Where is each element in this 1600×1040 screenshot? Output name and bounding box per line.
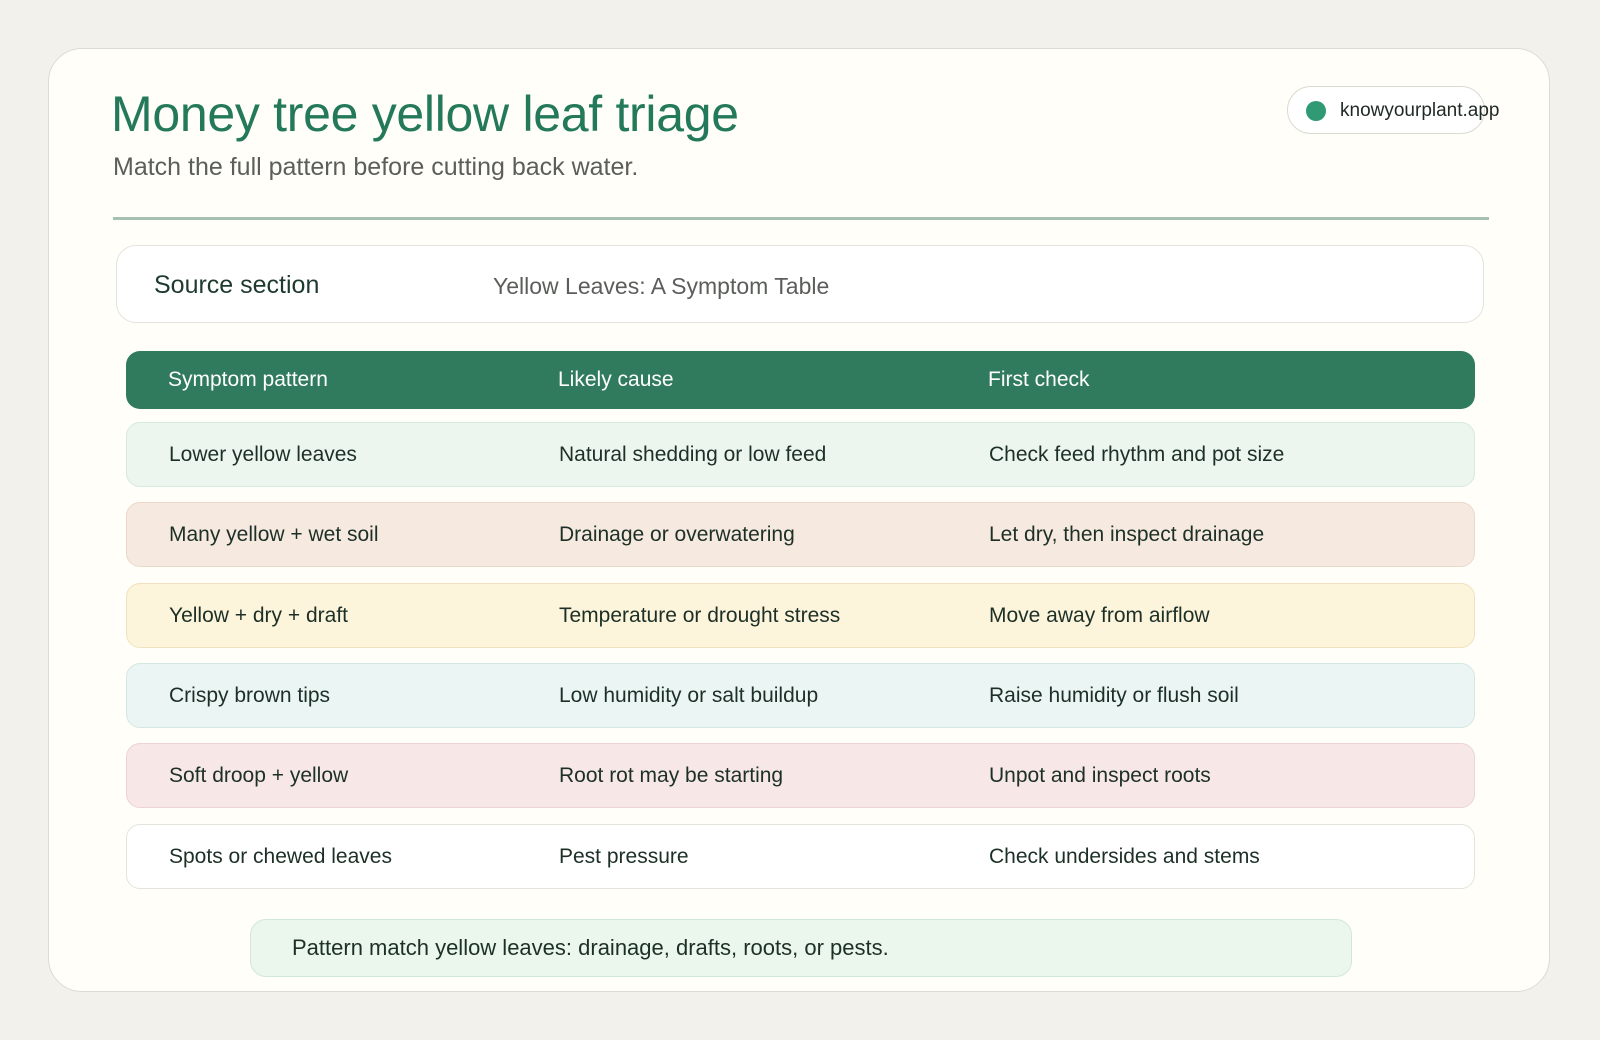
table-header xyxy=(126,351,1475,409)
symptom-cell: Lower yellow leaves xyxy=(169,442,357,466)
check-cell: Raise humidity or flush soil xyxy=(989,683,1239,707)
check-cell: Check feed rhythm and pot size xyxy=(989,442,1285,466)
table-row xyxy=(126,502,1475,567)
check-cell: Let dry, then inspect drainage xyxy=(989,522,1265,546)
triage-card xyxy=(48,48,1550,992)
symptom-cell: Spots or chewed leaves xyxy=(169,844,392,868)
symptom-cell: Many yellow + wet soil xyxy=(169,522,379,546)
cause-cell: Root rot may be starting xyxy=(559,763,784,787)
table-row xyxy=(126,743,1475,808)
symptom-cell: Crispy brown tips xyxy=(169,683,331,707)
cause-cell: Natural shedding or low feed xyxy=(559,442,827,466)
source-section-label: Source section xyxy=(154,271,320,299)
table-row xyxy=(126,583,1475,648)
brand-dot-icon xyxy=(1306,101,1326,121)
source-section-value: Yellow Leaves: A Symptom Table xyxy=(493,273,830,299)
page-title: Money tree yellow leaf triage xyxy=(111,86,739,142)
check-cell: Move away from airflow xyxy=(989,603,1210,627)
source-section-box xyxy=(116,245,1484,323)
summary-note xyxy=(250,919,1352,977)
column-header-check: First check xyxy=(988,368,1090,391)
symptom-cell: Soft droop + yellow xyxy=(169,763,349,787)
summary-note-text: Pattern match yellow leaves: drainage, drafts, roots, or pests. xyxy=(292,935,889,960)
cause-cell: Drainage or overwatering xyxy=(559,522,795,546)
cause-cell: Temperature or drought stress xyxy=(559,603,841,627)
brand-label: knowyourplant.app xyxy=(1340,100,1500,121)
table-row xyxy=(126,663,1475,728)
column-header-symptom: Symptom pattern xyxy=(168,368,328,391)
header-divider xyxy=(113,217,1489,220)
page-subtitle: Match the full pattern before cutting back water. xyxy=(113,153,639,181)
cause-cell: Low humidity or salt buildup xyxy=(559,683,819,707)
table-row xyxy=(126,422,1475,487)
symptom-cell: Yellow + dry + draft xyxy=(169,603,348,627)
check-cell: Unpot and inspect roots xyxy=(989,763,1211,787)
check-cell: Check undersides and stems xyxy=(989,844,1260,868)
brand-badge[interactable] xyxy=(1287,86,1500,134)
cause-cell: Pest pressure xyxy=(559,844,689,868)
column-header-cause: Likely cause xyxy=(558,368,674,391)
table-row xyxy=(126,824,1475,889)
